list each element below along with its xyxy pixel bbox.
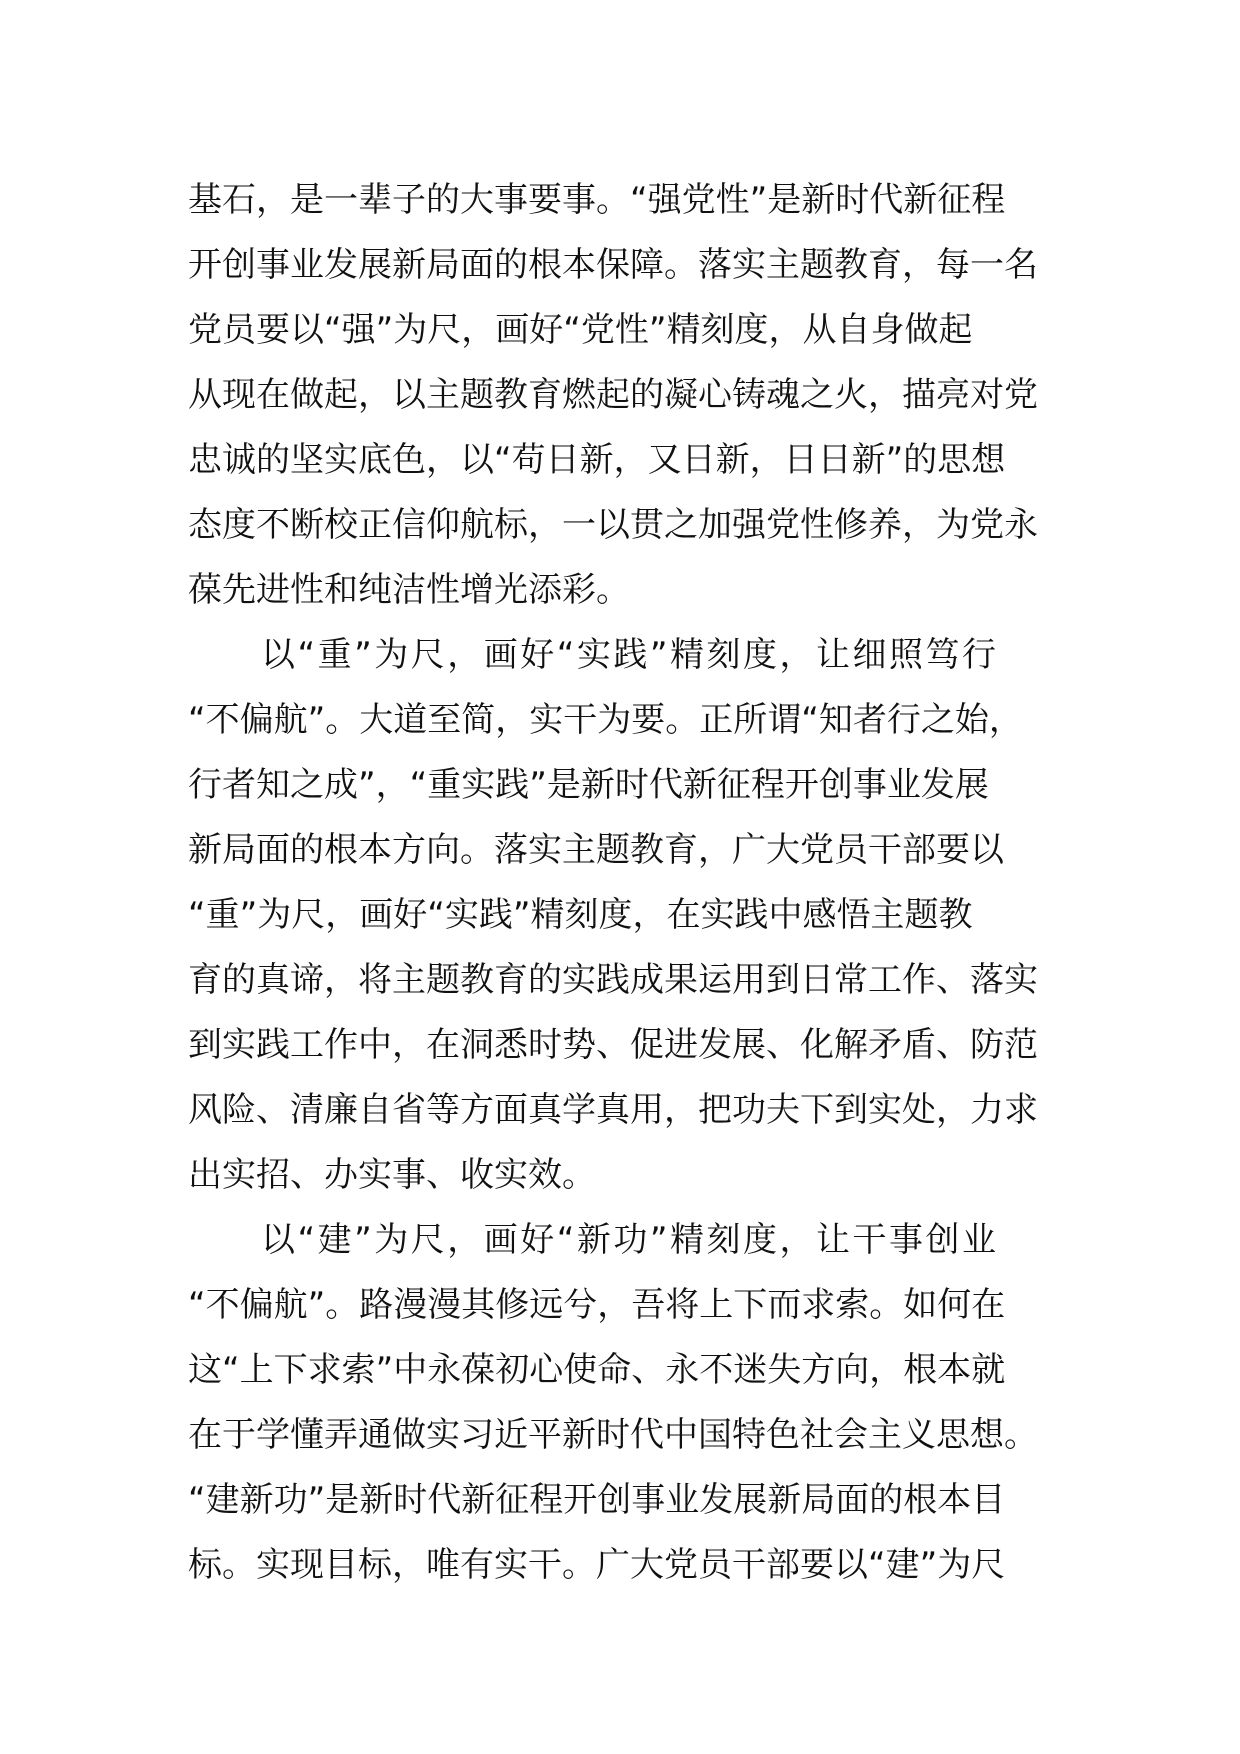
text-line: 风险、清廉自省等方面真学真用，把功夫下到实处，力求	[188, 1090, 1038, 1130]
text-line: 从现在做起，以主题教育燃起的凝心铸魂之火，描亮对党	[188, 375, 1038, 415]
text-line: “不偏航”。路漫漫其修远兮，吾将上下而求索。如何在	[188, 1285, 1006, 1325]
text-line: 这“上下求索”中永葆初心使命、永不迷失方向，根本就	[188, 1350, 1006, 1390]
text-line: 出实招、办实事、收实效。	[188, 1155, 596, 1195]
text-line: 到实践工作中，在洞悉时势、促进发展、化解矛盾、防范	[188, 1025, 1038, 1065]
text-line: 在于学懂弄通做实习近平新时代中国特色社会主义思想。	[188, 1415, 1038, 1455]
text-line: 忠诚的坚实底色，以“苟日新，又日新，日日新”的思想	[188, 440, 1006, 480]
text-line: 标。实现目标，唯有实干。广大党员干部要以“建”为尺	[188, 1545, 1006, 1585]
text-line: 育的真谛，将主题教育的实践成果运用到日常工作、落实	[188, 960, 1038, 1000]
text-line: 基石，是一辈子的大事要事。“强党性”是新时代新征程	[188, 180, 1006, 220]
text-line: “建新功”是新时代新征程开创事业发展新局面的根本目	[188, 1480, 1006, 1520]
section-heading-line: 以“建”为尺，画好“新功”精刻度，让干事创业	[188, 1220, 999, 1260]
section-heading-line: 以“重”为尺，画好“实践”精刻度，让细照笃行	[188, 635, 999, 675]
text-line: 葆先进性和纯洁性增光添彩。	[188, 570, 630, 610]
text-line: 态度不断校正信仰航标，一以贯之加强党性修养，为党永	[188, 505, 1038, 545]
text-line: “不偏航”。大道至简，实干为要。正所谓“知者行之始，	[188, 700, 1023, 740]
body-text	[188, 168, 1068, 1598]
text-line: 开创事业发展新局面的根本保障。落实主题教育，每一名	[188, 245, 1038, 285]
text-line: “重”为尺，画好“实践”精刻度，在实践中感悟主题教	[188, 895, 973, 935]
text-line: 党员要以“强”为尺，画好“党性”精刻度，从自身做起	[188, 310, 973, 350]
text-line: 新局面的根本方向。落实主题教育，广大党员干部要以	[188, 830, 1004, 870]
text-line: 行者知之成”，“重实践”是新时代新征程开创事业发展	[188, 765, 989, 805]
